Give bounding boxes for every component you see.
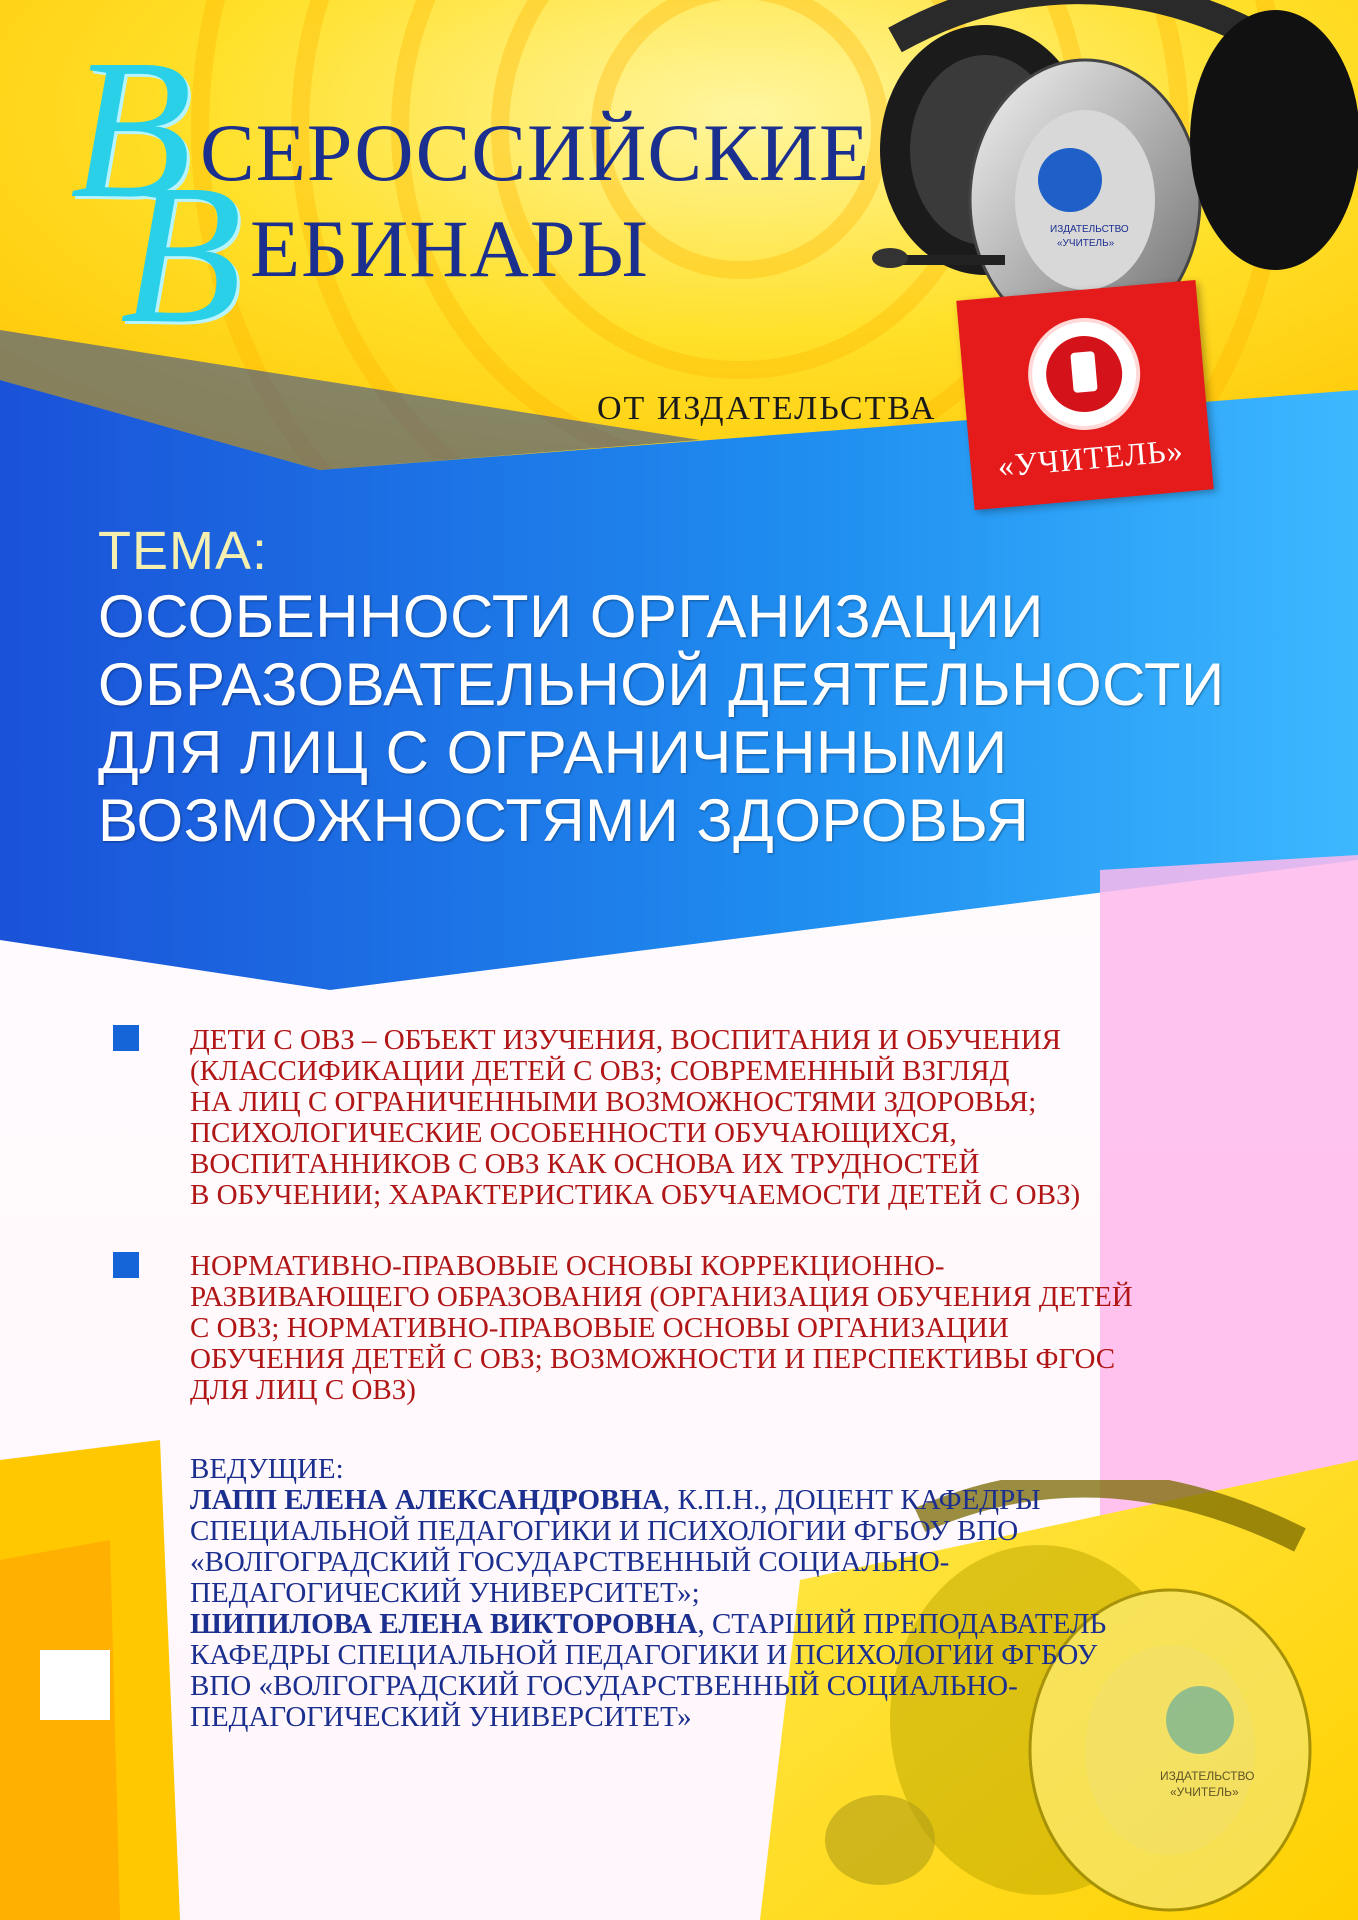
host-1-line: СПЕЦИАЛЬНОЙ ПЕДАГОГИКИ И ПСИХОЛОГИИ ФГБОУ ВПО <box>190 1515 1019 1547</box>
host-2-line: ВПО «ВОЛГОГРАДСКИЙ ГОСУДАРСТВЕННЫЙ СОЦИАЛЬНО- <box>190 1670 1018 1702</box>
logo-circle-icon <box>1023 313 1144 434</box>
topic-line: С ОВЗ; НОРМАТИВНО-ПРАВОВЫЕ ОСНОВЫ ОРГАНИЗАЦИИ <box>190 1312 1009 1344</box>
topic-line: ВОСПИТАННИКОВ С ОВЗ КАК ОСНОВА ИХ ТРУДНОСТЕЙ <box>190 1148 980 1180</box>
host-1-title: , К.П.Н., ДОЦЕНТ КАФЕДРЫ <box>662 1484 1041 1516</box>
host-1-name: ЛАПП ЕЛЕНА АЛЕКСАНДРОВНА <box>190 1484 663 1516</box>
topic-line: ДЛЯ ЛИЦ С ОВЗ) <box>190 1374 416 1406</box>
host-2-line <box>190 1609 1106 1640</box>
hosts-label: ВЕДУЩИЕ: <box>190 1453 344 1485</box>
theme-line: ОБРАЗОВАТЕЛЬНОЙ ДЕЯТЕЛЬНОСТИ <box>98 651 1225 718</box>
header-big-letter-1: В <box>70 19 193 240</box>
publisher-prefix: ОТ ИЗДАТЕЛЬСТВА <box>597 390 937 427</box>
svg-text:«УЧИТЕЛЬ»: «УЧИТЕЛЬ» <box>1170 1785 1239 1799</box>
header-word-1: СЕРОССИЙСКИЕ <box>200 107 871 198</box>
bullet-icon <box>113 1252 139 1278</box>
topic-line: НА ЛИЦ С ОГРАНИЧЕННЫМИ ВОЗМОЖНОСТЯМИ ЗДОРОВЬЯ; <box>190 1086 1037 1118</box>
host-2-line: ПЕДАГОГИЧЕСКИЙ УНИВЕРСИТЕТ» <box>190 1701 692 1733</box>
theme-line: ВОЗМОЖНОСТЯМИ ЗДОРОВЬЯ <box>98 787 1030 854</box>
topic-line: В ОБУЧЕНИИ; ХАРАКТЕРИСТИКА ОБУЧАЕМОСТИ ДЕТЕЙ С ОВЗ) <box>190 1179 1081 1211</box>
header-word-2: ЕБИНАРЫ <box>250 203 649 294</box>
topic-line: РАЗВИВАЮЩЕГО ОБРАЗОВАНИЯ (ОРГАНИЗАЦИЯ ОБУЧЕНИЯ ДЕТЕЙ <box>190 1281 1133 1313</box>
white-square-decoration <box>40 1650 110 1720</box>
topic-line: НОРМАТИВНО-ПРАВОВЫЕ ОСНОВЫ КОРРЕКЦИОННО- <box>190 1250 945 1282</box>
logo-name: «УЧИТЕЛЬ» <box>996 431 1185 484</box>
host-1-line <box>190 1485 1041 1516</box>
host-2-line: КАФЕДРЫ СПЕЦИАЛЬНОЙ ПЕДАГОГИКИ И ПСИХОЛОГИИ ФГБОУ <box>190 1639 1098 1671</box>
bullet-icon <box>113 1025 139 1051</box>
topic-line: ДЕТИ С ОВЗ – ОБЪЕКТ ИЗУЧЕНИЯ, ВОСПИТАНИЯ И ОБУЧЕНИЯ <box>190 1024 1062 1056</box>
theme-line: ОСОБЕННОСТИ ОРГАНИЗАЦИИ <box>98 583 1044 650</box>
topic-line: (КЛАССИФИКАЦИИ ДЕТЕЙ С ОВЗ; СОВРЕМЕННЫЙ ВЗГЛЯД <box>190 1055 1010 1087</box>
topic-line: ОБУЧЕНИЯ ДЕТЕЙ С ОВЗ; ВОЗМОЖНОСТИ И ПЕРСПЕКТИВЫ ФГОС <box>190 1343 1116 1375</box>
theme-line: ДЛЯ ЛИЦ С ОГРАНИЧЕННЫМИ <box>98 719 1008 786</box>
svg-text:«УЧИТЕЛЬ»: «УЧИТЕЛЬ» <box>1057 238 1115 249</box>
host-1-line: «ВОЛГОГРАДСКИЙ ГОСУДАРСТВЕННЫЙ СОЦИАЛЬНО- <box>190 1546 950 1578</box>
svg-text:ИЗДАТЕЛЬСТВО: ИЗДАТЕЛЬСТВО <box>1050 224 1129 235</box>
host-1-line: ПЕДАГОГИЧЕСКИЙ УНИВЕРСИТЕТ»; <box>190 1577 700 1609</box>
topic-line: ПСИХОЛОГИЧЕСКИЕ ОСОБЕННОСТИ ОБУЧАЮЩИХСЯ, <box>190 1117 957 1149</box>
svg-text:ИЗДАТЕЛЬСТВО: ИЗДАТЕЛЬСТВО <box>1160 1769 1255 1783</box>
publisher-logo <box>956 280 1213 510</box>
header-big-letter-2: В <box>120 144 243 365</box>
theme-label: ТЕМА: <box>98 521 269 581</box>
host-2-title: , СТАРШИЙ ПРЕПОДАВАТЕЛЬ <box>697 1608 1107 1640</box>
host-2-name: ШИПИЛОВА ЕЛЕНА ВИКТОРОВНА <box>190 1608 698 1640</box>
